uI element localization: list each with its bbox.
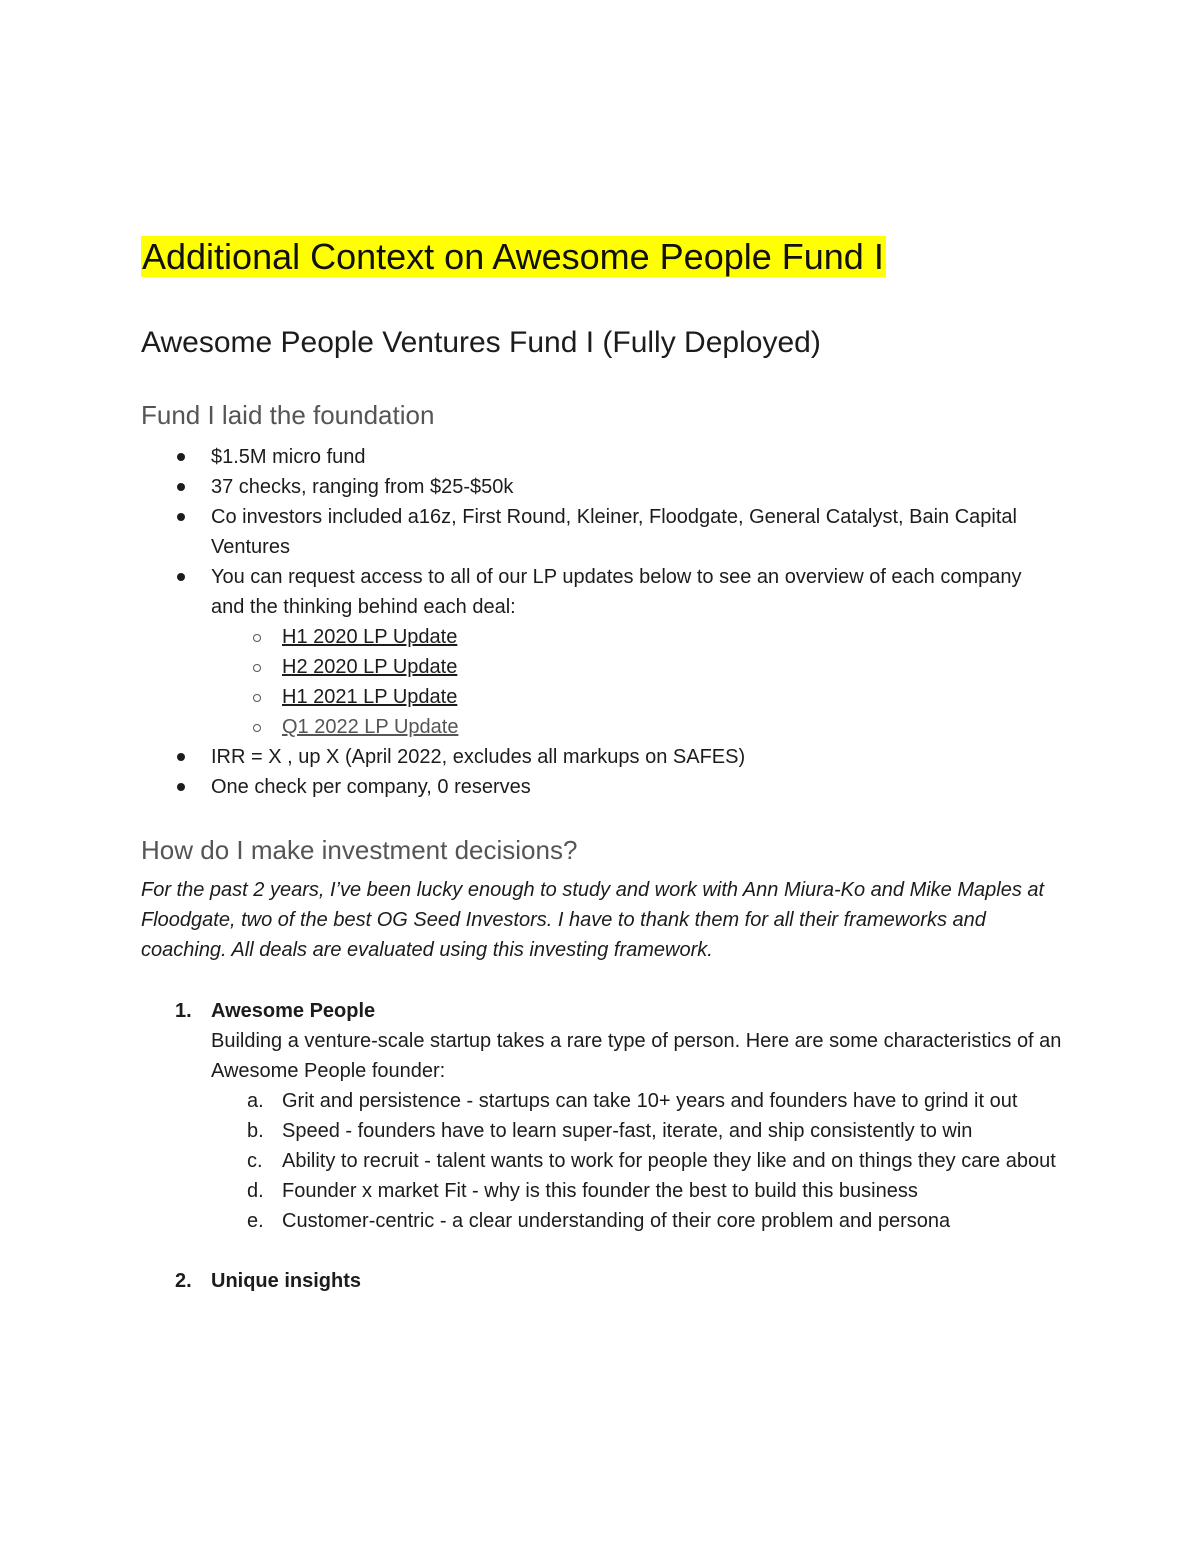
lp-update-link-h1-2021[interactable]: H1 2021 LP Update <box>282 686 458 708</box>
lp-update-list <box>211 622 1041 742</box>
framework-item <box>141 1266 1081 1296</box>
bullet-icon <box>177 483 185 491</box>
lp-update-link-q1-2022[interactable]: Q1 2022 LP Update <box>282 716 459 738</box>
decisions-intro-paragraph: For the past 2 years, I’ve been lucky enough to study and work with Ann Miura-Ko and Mike Maples at Floodgate, two of the best OG Seed Investors. I have to thank them for all their frameworks and coaching. All deals are evaluated using this investing framework. <box>141 879 1045 961</box>
framework-item <box>141 996 1081 1236</box>
characteristic-item: a. Grit and persistence - startups can take 10+ years and founders have to grind it out <box>247 1090 1018 1112</box>
bullet-icon <box>177 753 185 761</box>
characteristic-item: c. Ability to recruit - talent wants to work for people they like and on things they care about <box>247 1150 1056 1172</box>
hollow-bullet-icon <box>253 724 261 732</box>
bullet-item: Co investors included a16z, First Round, Kleiner, Floodgate, General Catalyst, Bain Capital Ventures <box>141 502 1041 562</box>
lp-update-item <box>211 712 1041 742</box>
bullet-item: One check per company, 0 reserves <box>141 772 1041 802</box>
hollow-bullet-icon <box>253 664 261 672</box>
lp-update-link-h2-2020[interactable]: H2 2020 LP Update <box>282 656 458 678</box>
hollow-bullet-icon <box>253 694 261 702</box>
fund-section-heading: Fund I laid the foundation <box>141 400 435 430</box>
lp-update-item <box>211 682 1041 712</box>
framework-item-title: Unique insights <box>211 1270 361 1292</box>
lp-update-item <box>211 622 1041 652</box>
decisions-section-heading: How do I make investment decisions? <box>141 835 578 865</box>
highlighted-title-text: Additional Context on Awesome People Fund I <box>142 236 884 277</box>
framework-item-description: Building a venture-scale startup takes a rare type of person. Here are some characteristics of an Awesome People founder: <box>211 1030 1062 1082</box>
framework-list <box>141 996 1081 1296</box>
framework-item-title: Awesome People <box>211 1000 376 1022</box>
hollow-bullet-icon <box>253 634 261 642</box>
characteristic-item: b. Speed - founders have to learn super-fast, iterate, and ship consistently to win <box>247 1120 973 1142</box>
lp-update-link-h1-2020[interactable]: H1 2020 LP Update <box>282 626 458 648</box>
bullet-icon <box>177 573 185 581</box>
characteristic-item: e. Customer-centric - a clear understanding of their core problem and persona <box>247 1210 951 1232</box>
bullet-icon <box>177 513 185 521</box>
characteristic-item: d. Founder x market Fit - why is this founder the best to build this business <box>247 1180 918 1202</box>
fund-heading: Awesome People Ventures Fund I (Fully Deployed) <box>141 326 821 359</box>
page-title <box>141 233 886 281</box>
bullet-item: 37 checks, ranging from $25-$50k <box>141 472 1041 502</box>
framework-item-number: 1. <box>175 1000 192 1022</box>
bullet-item: $1.5M micro fund <box>141 442 1041 472</box>
fund-bullet-list <box>141 442 1041 802</box>
bullet-icon <box>177 783 185 791</box>
bullet-item: You can request access to all of our LP updates below to see an overview of each company and the thinking behind each deal: H1 2020 LP Update H2 2020 LP Update H1 2021 LP Update Q1 2022 LP Update <box>141 562 1041 742</box>
characteristics-list <box>211 1086 1081 1236</box>
bullet-item: IRR = X , up X (April 2022, excludes all markups on SAFES) <box>141 742 1041 772</box>
bullet-icon <box>177 453 185 461</box>
lp-update-item <box>211 652 1041 682</box>
framework-item-number: 2. <box>175 1270 192 1292</box>
